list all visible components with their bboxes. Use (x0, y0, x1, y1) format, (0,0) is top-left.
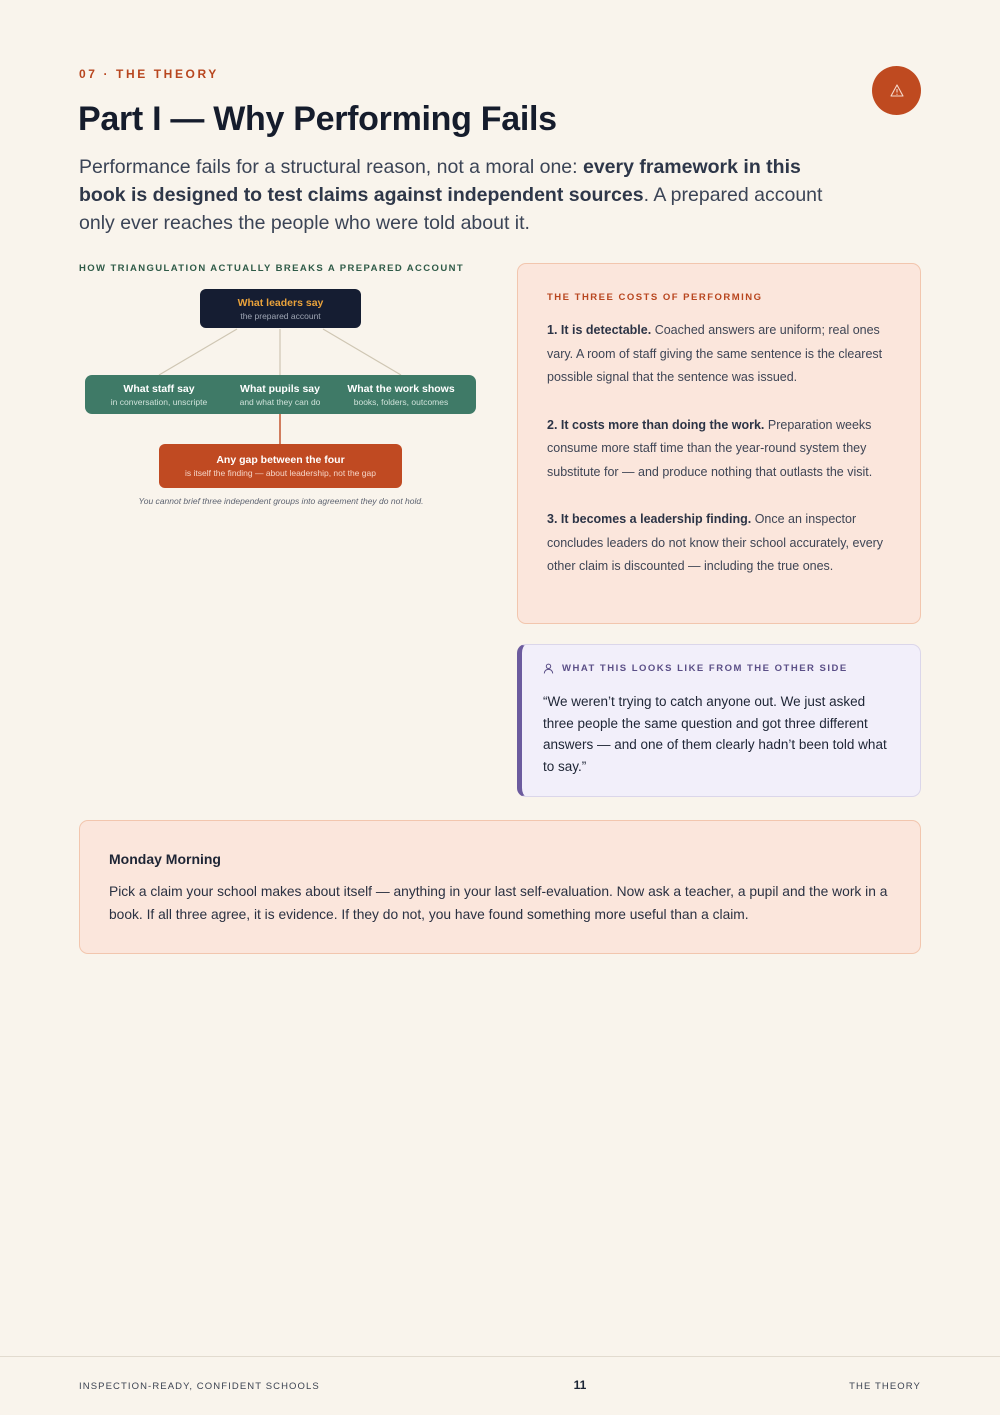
monday-morning-box (79, 820, 921, 954)
lede-paragraph (79, 153, 839, 237)
diagram-label: HOW TRIANGULATION ACTUALLY BREAKS A PREPARED ACCOUNT (79, 263, 465, 274)
footer-divider (0, 1356, 1000, 1357)
node-leaders-sub: the prepared account (240, 310, 321, 321)
person-icon (543, 663, 554, 674)
cost-item (547, 508, 891, 579)
cost-item-text: Preparation weeks consume more staff time than the year-round system they substitute for — and produce nothing that outlasts the visit. (547, 417, 873, 479)
quote-text: “We weren’t trying to catch anyone out. We just asked three people the same question and got three different answers — and one of them clearly hadn’t been told what to say.” (543, 694, 887, 774)
cost-item-text: Once an inspector concludes leaders do not know their school accurately, every other claim is discounted — including the true ones. (547, 512, 884, 573)
node-pupils-sub: and what they can do (239, 396, 321, 407)
node-staff (85, 375, 233, 414)
node-work-sub: books, folders, outcomes (353, 396, 449, 407)
warning-badge (872, 66, 921, 115)
lede-bold: every framework in this book is designed to test claims against independent sources (79, 156, 801, 206)
cost-item (547, 319, 891, 390)
quote-label: WHAT THIS LOOKS LIKE FROM THE OTHER SIDE (562, 663, 848, 674)
node-pupils-title: What pupils say (240, 382, 320, 395)
costs-panel (517, 263, 921, 624)
diagram-caption: You cannot brief three independent groups into agreement they do not hold. (138, 496, 424, 506)
footer-book-title: INSPECTION-READY, CONFIDENT SCHOOLS (79, 1381, 320, 1392)
cost-item-lead: 3. It becomes a leadership finding. (547, 512, 752, 526)
sources-row (85, 375, 476, 414)
warning-icon (890, 84, 904, 97)
cost-item-lead: 1. It is detectable. (547, 323, 652, 337)
triangulation-diagram (79, 282, 483, 512)
cost-item-lead: 2. It costs more than doing the work. (547, 417, 765, 432)
node-pupils (218, 375, 342, 414)
footer-section: THE THEORY (849, 1381, 921, 1392)
monday-text: Pick a claim your school makes about itself — anything in your last self-evaluation. Now ask a teacher, a pupil and the work in a book. If all three agree, it is evidence. If they do not, you have found something more useful than a claim. (109, 884, 888, 922)
page-title: Part I — Why Performing Fails (78, 100, 557, 138)
costs-label: THE THREE COSTS OF PERFORMING (547, 292, 763, 303)
lede-start: Performance fails for a structural reason, not a moral one: (79, 156, 583, 178)
quote-callout (517, 644, 921, 797)
section-eyebrow: 07 · THE THEORY (79, 67, 219, 81)
page-number: 11 (573, 1378, 587, 1392)
node-staff-sub: in conversation, unscripte (110, 396, 208, 407)
monday-title: Monday Morning (109, 851, 221, 867)
node-gap (159, 444, 402, 488)
node-work (338, 375, 464, 414)
node-leaders (200, 289, 361, 328)
node-gap-sub: is itself the finding — about leadership, not the gap (185, 468, 376, 478)
node-leaders-title: What leaders say (237, 296, 324, 309)
cost-item-text: Coached answers are uniform; real ones vary. A room of staff giving the same sentence is the clearest possible signal that the sentence was issued. (547, 323, 883, 384)
node-gap-title: Any gap between the four (216, 454, 345, 466)
quote-header (543, 663, 896, 674)
lede-end: . A prepared account only ever reaches the people who were told about it. (79, 184, 823, 234)
node-work-title: What the work shows (347, 382, 455, 395)
node-staff-title: What staff say (123, 382, 195, 395)
cost-item (547, 414, 891, 485)
